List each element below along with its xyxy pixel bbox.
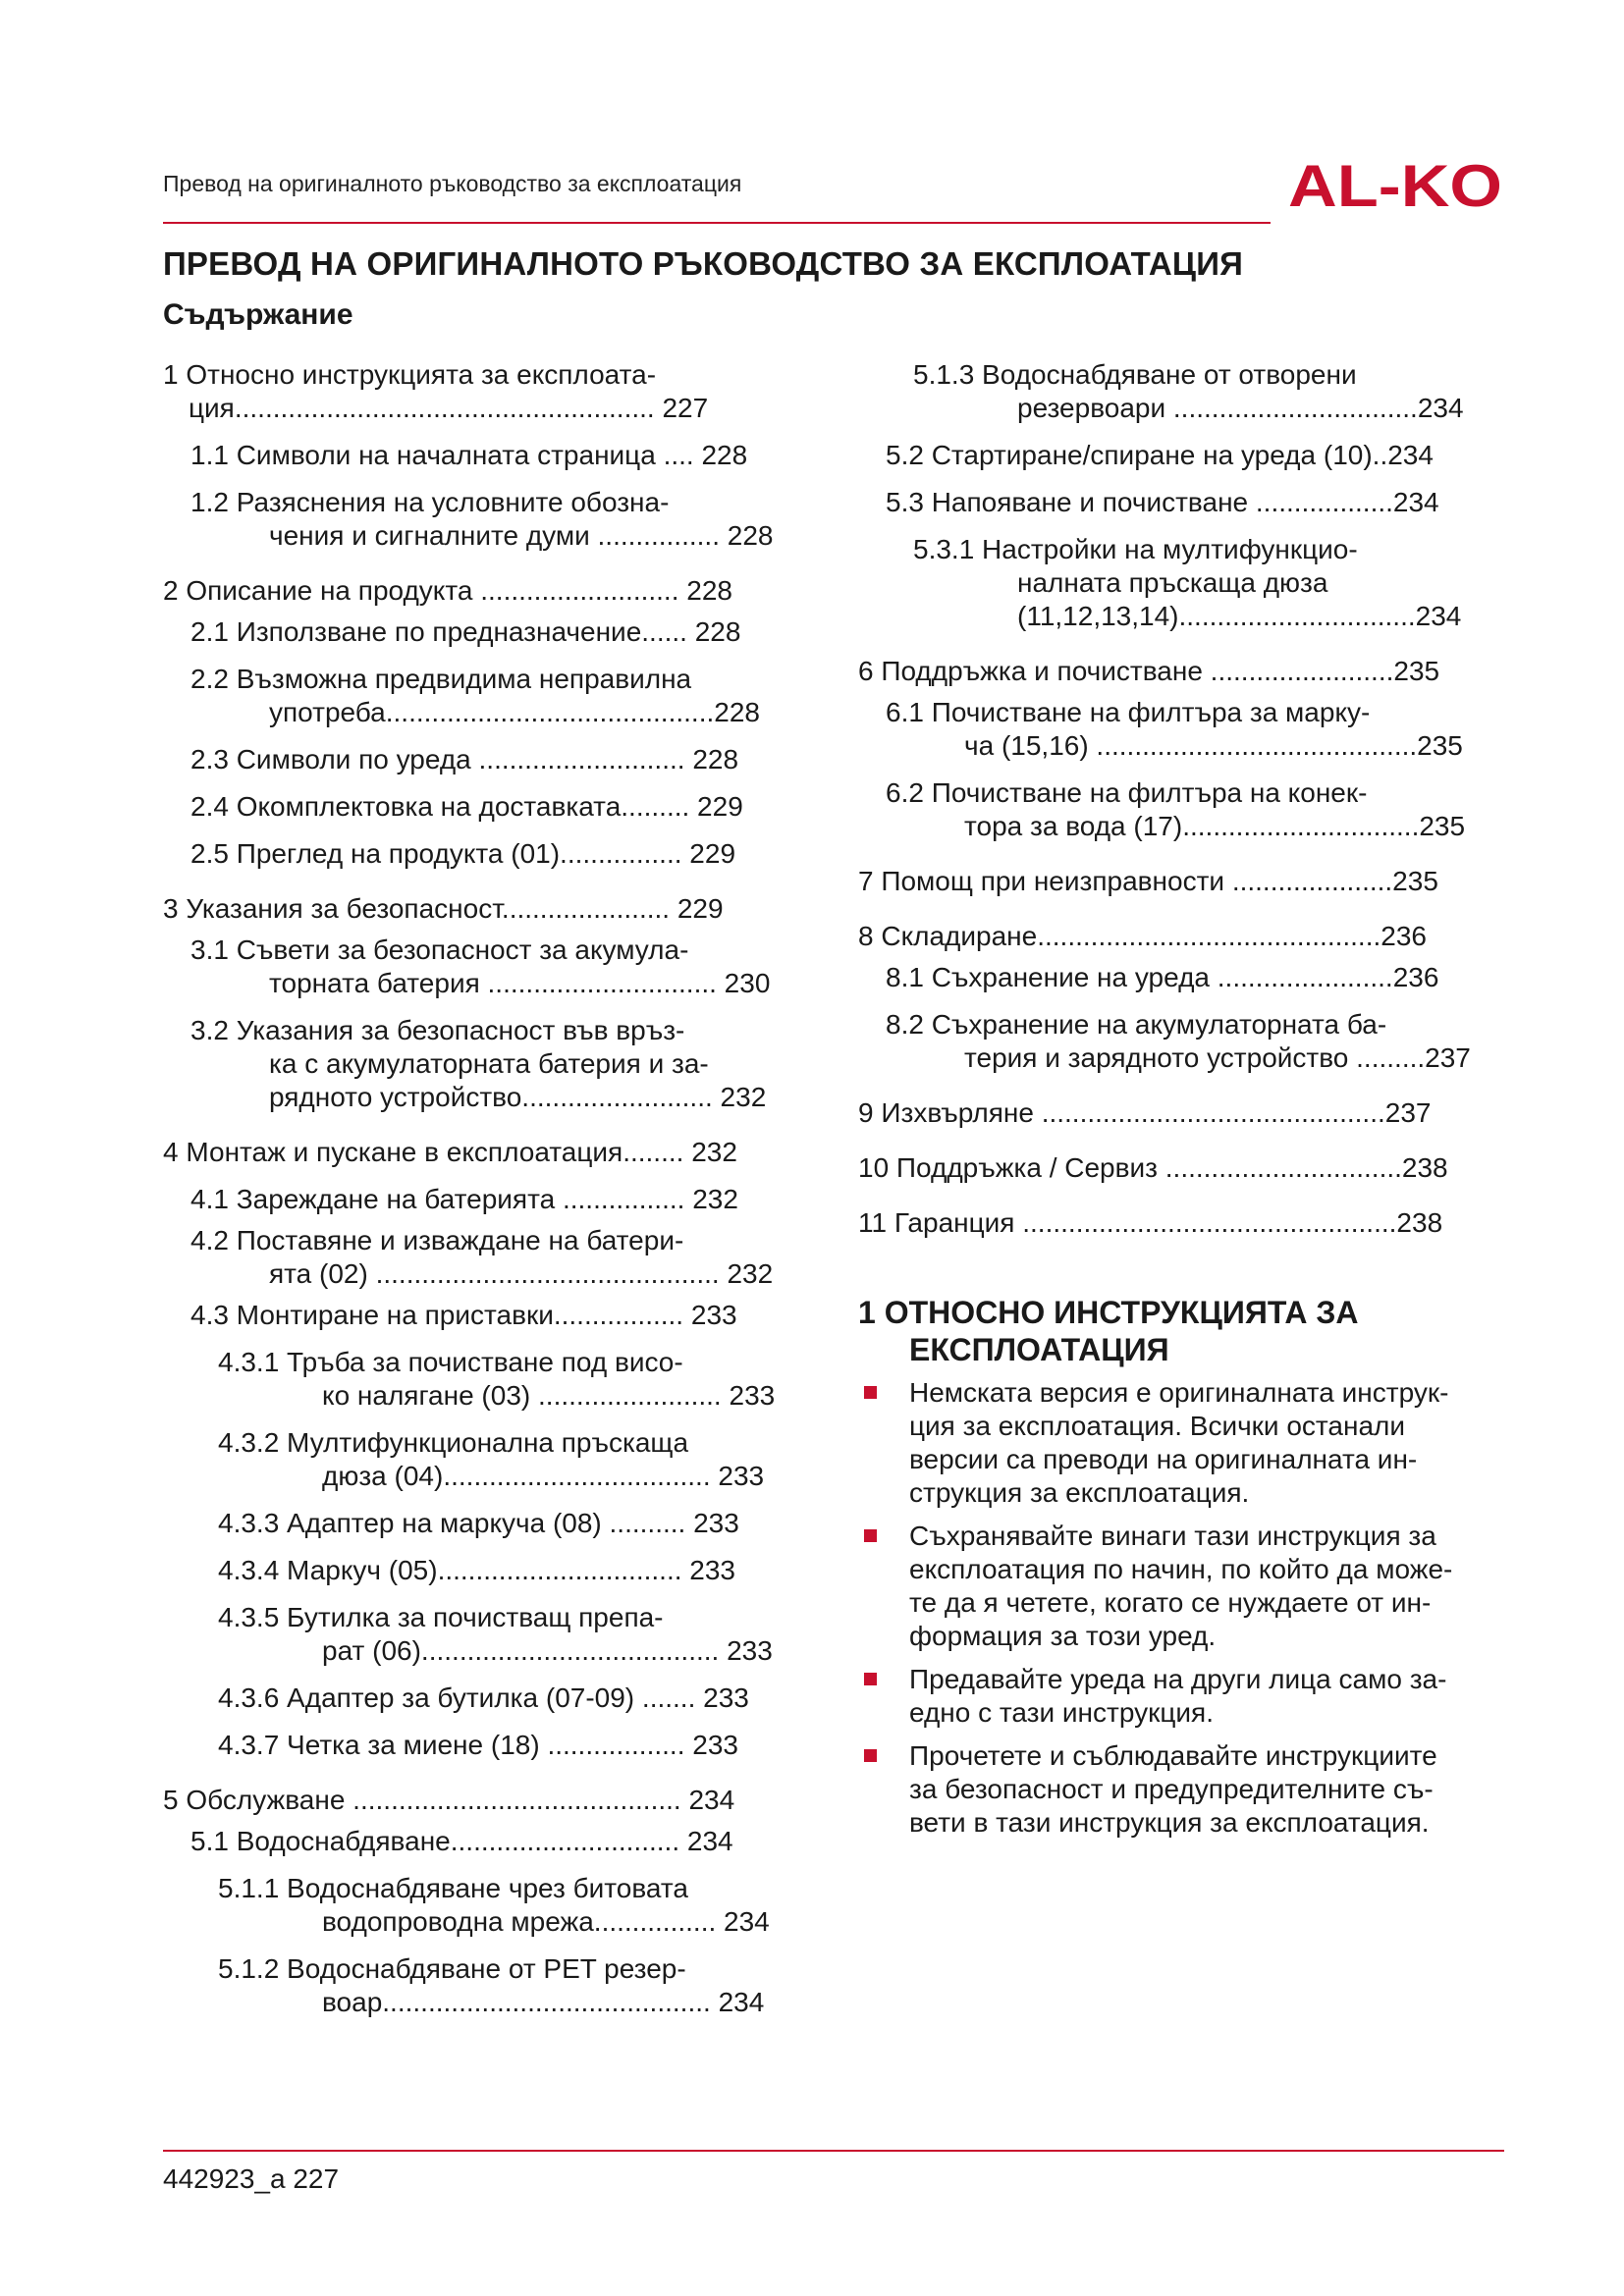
toc-entry-continuation: ята (02) ............................................. 232 — [269, 1258, 774, 1289]
logo-text: AL-KO — [1288, 157, 1502, 212]
header-rule — [163, 222, 1271, 224]
list-item-line: струкция за експлоатация. — [909, 1477, 1250, 1508]
toc-entry[interactable] — [163, 574, 811, 608]
toc-entry[interactable] — [163, 1224, 811, 1291]
toc-entry-title: 4.3.5 Бутилка за почистващ препа- — [218, 1602, 664, 1632]
toc-entry[interactable] — [163, 358, 811, 425]
toc-entry-title: 4.3.4 Маркуч (05)................................ 233 — [218, 1555, 735, 1585]
toc-entry[interactable] — [163, 439, 811, 472]
document-title: ПРЕВОД НА ОРИГИНАЛНОТО РЪКОВОДСТВО ЗА ЕКСПЛОАТАЦИЯ — [163, 245, 1244, 282]
list-item-line: Немската версия е оригиналната инструк- — [909, 1377, 1449, 1408]
toc-entry-title: 11 Гаранция .................................................238 — [858, 1207, 1443, 1238]
toc-entry-title: 8 Складиране.............................................236 — [858, 921, 1427, 951]
toc-entry-continuation: ча (15,16) ..........................................235 — [964, 730, 1463, 761]
toc-entry[interactable] — [858, 865, 1502, 898]
toc-entry[interactable] — [858, 486, 1502, 519]
toc-entry[interactable] — [163, 1346, 811, 1413]
toc-entry-title: 1.1 Символи на началната страница .... 228 — [190, 440, 748, 470]
toc-entry-title: 4.2 Поставяне и изваждане на батери- — [190, 1225, 684, 1255]
footer-rule — [163, 2150, 1504, 2152]
toc-entry-title: 6.2 Почистване на филтъра на конек- — [886, 777, 1368, 808]
toc-entry-title: 5.3 Напояване и почистване ..................234 — [886, 487, 1439, 517]
toc-entry-title: 2.3 Символи по уреда ........................... 228 — [190, 744, 739, 774]
list-item-line: едно с тази инструкция. — [909, 1697, 1214, 1728]
toc-entry-continuation: ка с акумулаторната батерия и за- — [269, 1048, 709, 1079]
toc-entry-title: 4.3.2 Мултифункционална пръскаща — [218, 1427, 689, 1458]
square-bullet-icon — [864, 1749, 877, 1762]
toc-left-column — [163, 358, 811, 2019]
toc-entry[interactable] — [163, 1952, 811, 2019]
toc-entry[interactable] — [163, 1507, 811, 1540]
toc-entry-continuation: терия и зарядното устройство .........237 — [964, 1042, 1471, 1073]
list-item — [858, 1739, 1506, 1840]
toc-entry-title: 2.2 Възможна предвидима неправилна — [190, 664, 692, 694]
toc-entry[interactable] — [163, 1682, 811, 1715]
toc-entry-title: 2.5 Преглед на продукта (01)................ 229 — [190, 838, 736, 869]
toc-entry-title: 1 Относно инструкцията за експлоата- — [163, 359, 657, 390]
toc-entry-title: 5.1.2 Водоснабдяване от PET резер- — [218, 1953, 686, 1984]
toc-entry[interactable] — [858, 920, 1502, 953]
toc-entry[interactable] — [163, 1729, 811, 1762]
list-item — [858, 1520, 1506, 1653]
toc-entry-title: 1.2 Разяснения на условните обозна- — [190, 487, 670, 517]
toc-entry-title: 4.3.7 Четка за миене (18) .................. 233 — [218, 1730, 738, 1760]
toc-entry-title: 7 Помощ при неизправности .....................235 — [858, 866, 1438, 896]
toc-entry-title: 2 Описание на продукта .......................... 228 — [163, 575, 732, 606]
list-item-line: експлоатация по начин, по който да може- — [909, 1554, 1453, 1584]
toc-entry-continuation: резервоари ................................234 — [1017, 393, 1464, 423]
toc-entry[interactable] — [163, 1014, 811, 1114]
toc-right-column — [858, 358, 1502, 1240]
list-item-line: Предавайте уреда на други лица само за- — [909, 1664, 1447, 1694]
toc-entry[interactable] — [858, 439, 1502, 472]
toc-entry-continuation: рядното устройство......................... 232 — [269, 1082, 767, 1112]
toc-entry[interactable] — [163, 934, 811, 1000]
toc-entry-title: 3.1 Съвети за безопасност за акумула- — [190, 934, 689, 965]
toc-entry[interactable] — [163, 892, 811, 926]
section-1-heading-line: ЕКСПЛОАТАЦИЯ — [909, 1332, 1169, 1367]
section-1-bullet-list — [858, 1376, 1506, 1849]
toc-entry-continuation: рат (06)....................................... 233 — [322, 1635, 773, 1666]
toc-entry-continuation: ко налягане (03) ........................ 233 — [322, 1380, 776, 1411]
toc-entry-continuation: воар........................................... 234 — [322, 1987, 765, 2017]
toc-entry-continuation: чения и сигналните думи ................ 228 — [269, 520, 774, 551]
toc-entry[interactable] — [163, 1299, 811, 1332]
toc-entry[interactable] — [858, 961, 1502, 994]
toc-entry[interactable] — [858, 358, 1502, 425]
toc-entry-title: 3.2 Указания за безопасност във връз- — [190, 1015, 685, 1045]
toc-entry-title: 3 Указания за безопасност...................... 229 — [163, 893, 724, 924]
toc-entry[interactable] — [163, 837, 811, 871]
toc-entry-continuation: употреба...........................................228 — [269, 697, 760, 727]
section-1-heading-line: 1 ОТНОСНО ИНСТРУКЦИЯТА ЗА — [858, 1295, 1359, 1330]
toc-entry[interactable] — [163, 1784, 811, 1817]
toc-entry-title: 2.1 Използване по предназначение...... 228 — [190, 616, 741, 647]
toc-entry[interactable] — [163, 743, 811, 776]
toc-entry[interactable] — [858, 533, 1502, 633]
toc-entry-continuation: (11,12,13,14)...............................234 — [1017, 601, 1462, 631]
toc-entry[interactable] — [163, 790, 811, 824]
list-item-line: те да я четете, когато се нуждаете от ин- — [909, 1587, 1432, 1618]
toc-entry-title: 4.3.6 Адаптер за бутилка (07-09) ....... 233 — [218, 1682, 749, 1713]
square-bullet-icon — [864, 1529, 877, 1542]
toc-entry[interactable] — [858, 776, 1502, 843]
toc-entry-continuation: дюза (04)................................... 233 — [322, 1461, 765, 1491]
list-item — [858, 1663, 1506, 1730]
toc-entry[interactable] — [163, 615, 811, 649]
toc-entry[interactable] — [163, 1825, 811, 1858]
square-bullet-icon — [864, 1386, 877, 1399]
section-1-heading — [858, 1294, 1506, 1368]
toc-entry-continuation: налната пръскаща дюза — [1017, 567, 1328, 598]
toc-entry[interactable] — [163, 1872, 811, 1939]
toc-entry-title: 5.1.1 Водоснабдяване чрез битовата — [218, 1873, 688, 1903]
toc-entry[interactable] — [163, 486, 811, 553]
list-item-line: вети в тази инструкция за експлоатация. — [909, 1807, 1430, 1838]
toc-entry[interactable] — [858, 1206, 1502, 1240]
toc-entry[interactable] — [163, 1554, 811, 1587]
toc-entry[interactable] — [858, 1096, 1502, 1130]
toc-entry[interactable] — [163, 663, 811, 729]
toc-entry-title: 4.3.3 Адаптер на маркуча (08) .......... 233 — [218, 1508, 739, 1538]
al-ko-logo — [1288, 157, 1504, 212]
toc-entry-title: 4.3 Монтиране на приставки................. 233 — [190, 1300, 737, 1330]
toc-entry[interactable] — [163, 1183, 811, 1216]
toc-entry-continuation: торната батерия .............................. 230 — [269, 968, 771, 998]
toc-entry-title: 8.1 Съхранение на уреда .......................236 — [886, 962, 1439, 992]
toc-entry-continuation: водопроводна мрежа................ 234 — [322, 1906, 770, 1937]
toc-entry[interactable] — [858, 1008, 1502, 1075]
list-item-line: ция за експлоатация. Всички останали — [909, 1411, 1406, 1441]
toc-entry-title: 5.2 Стартиране/спиране на уреда (10)..234 — [886, 440, 1434, 470]
toc-heading: Съдържание — [163, 298, 353, 331]
list-item-line: версии са преводи на оригиналната ин- — [909, 1444, 1418, 1474]
toc-entry-title: 10 Поддръжка / Сервиз ...............................238 — [858, 1152, 1448, 1183]
running-header: Превод на оригиналното ръководство за експлоатация — [163, 171, 742, 196]
toc-entry[interactable] — [858, 1151, 1502, 1185]
toc-entry-title: 9 Изхвърляне .............................................237 — [858, 1097, 1432, 1128]
square-bullet-icon — [864, 1673, 877, 1685]
toc-entry-title: 5.1.3 Водоснабдяване от отворени — [913, 359, 1357, 390]
toc-entry-continuation: тора за вода (17)...............................235 — [964, 811, 1466, 841]
toc-entry-title: 6 Поддръжка и почистване ........................235 — [858, 656, 1440, 686]
toc-entry-title: 4.3.1 Тръба за почистване под висо- — [218, 1347, 683, 1377]
toc-entry-title: 8.2 Съхранение на акумулаторната ба- — [886, 1009, 1387, 1040]
list-item-line: за безопасност и предупредителните съ- — [909, 1774, 1434, 1804]
toc-entry[interactable] — [163, 1136, 811, 1169]
toc-entry-title: 4 Монтаж и пускане в експлоатация........ 232 — [163, 1137, 737, 1167]
list-item-line: формация за този уред. — [909, 1621, 1217, 1651]
toc-entry-continuation: ция....................................................... 227 — [189, 393, 709, 423]
page-reference: 442923_a 227 — [163, 2163, 340, 2194]
toc-entry[interactable] — [163, 1601, 811, 1668]
toc-entry[interactable] — [163, 1426, 811, 1493]
toc-entry-title: 5.3.1 Настройки на мултифункцио- — [913, 534, 1358, 564]
list-item — [858, 1376, 1506, 1510]
list-item-line: Съхранявайте винаги тази инструкция за — [909, 1521, 1436, 1551]
toc-entry-title: 5 Обслужване ........................................... 234 — [163, 1785, 735, 1815]
toc-entry[interactable] — [858, 655, 1502, 688]
toc-entry-title: 2.4 Окомплектовка на доставката......... 229 — [190, 791, 743, 822]
toc-entry-title: 4.1 Зареждане на батерията ................ 232 — [190, 1184, 738, 1214]
list-item-line: Прочетете и съблюдавайте инструкциите — [909, 1740, 1437, 1771]
toc-entry-title: 5.1 Водоснабдяване.............................. 234 — [190, 1826, 733, 1856]
toc-entry[interactable] — [858, 696, 1502, 763]
toc-entry-title: 6.1 Почистване на филтъра за марку- — [886, 697, 1371, 727]
